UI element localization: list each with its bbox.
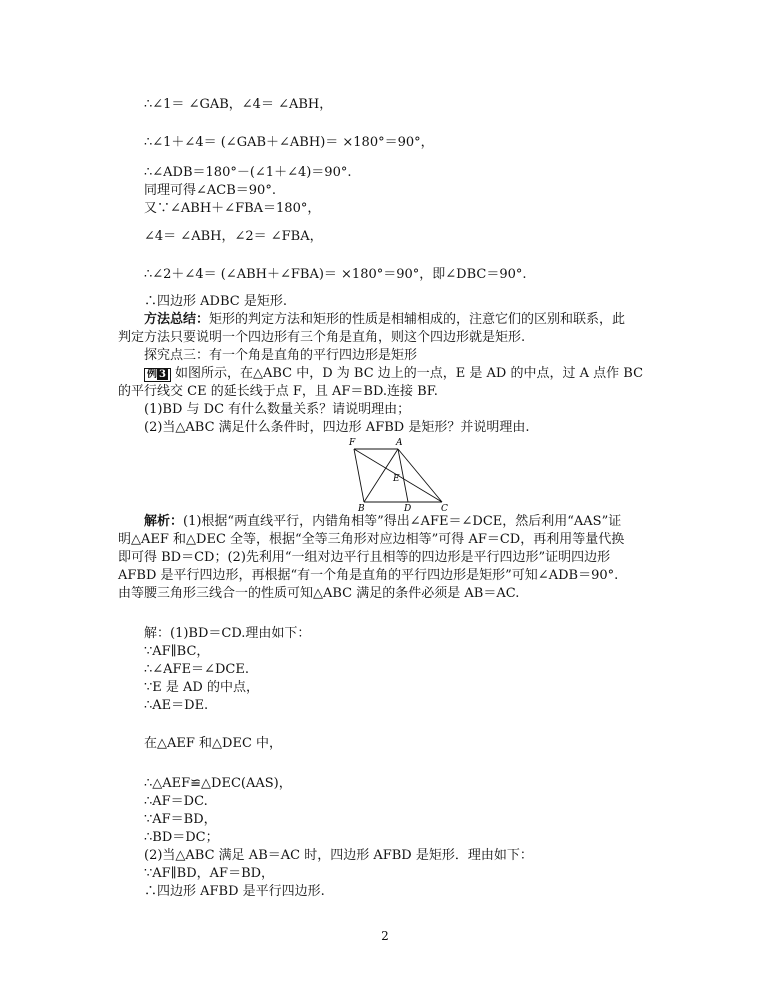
analysis-label: 解析： bbox=[144, 514, 184, 529]
method-summary-text-1: 矩形的判定方法和矩形的性质是相辅相成的，注意它们的区别和联系，此 bbox=[209, 312, 626, 327]
proof-line-7: ∴∠2＋∠4＝ (∠ABH＋∠FBA)＝ ×180°＝90°，即∠DBC＝90°. bbox=[144, 267, 527, 282]
method-summary-line-2: 判定方法只要说明一个四边形有三个角是直角，则这个四边形就是矩形. bbox=[118, 330, 526, 345]
method-summary-line-1 bbox=[144, 311, 625, 329]
example-line-1 bbox=[144, 365, 643, 383]
segment-FB bbox=[354, 449, 364, 502]
proof-line-3: ∴∠ADB＝180°－(∠1＋∠4)＝90°. bbox=[144, 165, 352, 180]
explore-title: 探究点三：有一个角是直角的平行四边形是矩形 bbox=[144, 348, 418, 363]
solution-line-3: ∴∠AFE＝∠DCE. bbox=[144, 662, 249, 677]
analysis-text-1: (1)根据“两直线平行，内错角相等”得出∠AFE＝∠DCE，然后利用“AAS”证 bbox=[183, 514, 622, 529]
example-question-2: (2)当△ABC 满足什么条件时，四边形 AFBD 是矩形？并说明理由. bbox=[144, 420, 530, 435]
label-F: F bbox=[349, 438, 356, 448]
proof-conclusion: ∴四边形 ADBC 是矩形. bbox=[144, 294, 287, 309]
solution-line-13: ∴四边形 AFBD 是平行四边形. bbox=[144, 884, 325, 899]
solution-line-1: 解：(1)BD＝CD.理由如下： bbox=[144, 626, 311, 641]
analysis-line-5: 由等腰三角形三线合一的性质可知△ABC 满足的条件必须是 AB＝AC. bbox=[118, 586, 520, 601]
analysis-line-2: 明△AEF 和△DEC 全等，根据“全等三角形对应边相等”可得 AF＝CD，再利用等量代换 bbox=[118, 532, 625, 547]
example-question-1: (1)BD 与 DC 有什么数量关系？请说明理由； bbox=[144, 402, 411, 417]
example-text-1: 如图所示，在△ABC 中，D 为 BC 边上的一点，E 是 AD 的中点，过 A 点作 BC bbox=[174, 366, 644, 381]
page-number: 2 bbox=[381, 929, 389, 943]
label-A: A bbox=[396, 438, 403, 448]
solution-line-6: 在△AEF 和△DEC 中， bbox=[144, 736, 283, 751]
proof-line-5: 又∵∠ABH＋∠FBA＝180°， bbox=[144, 201, 321, 216]
solution-line-10: ∴BD＝DC； bbox=[144, 830, 219, 845]
geometry-figure bbox=[340, 436, 460, 514]
example-line-2: 的平行线交 CE 的延长线于点 F，且 AF＝BD.连接 BF. bbox=[118, 384, 438, 399]
proof-line-1: ∴∠1＝ ∠GAB，∠4＝ ∠ABH， bbox=[144, 97, 333, 112]
label-C: C bbox=[441, 504, 448, 514]
solution-line-2: ∵AF∥BC， bbox=[144, 644, 210, 659]
label-E: E bbox=[393, 474, 400, 484]
proof-line-2: ∴∠1＋∠4＝ (∠GAB＋∠ABH)＝ ×180°＝90°， bbox=[144, 135, 434, 150]
proof-line-4: 同理可得∠ACB＝90°. bbox=[144, 183, 276, 198]
solution-line-12: ∵AF∥BD，AF＝BD， bbox=[144, 866, 275, 881]
analysis-line-4: AFBD 是平行四边形，再根据“有一个角是直角的平行四边形是矩形”可知∠ADB＝90°. bbox=[118, 568, 619, 583]
solution-line-7: ∴△AEF≌△DEC(AAS)， bbox=[144, 776, 292, 791]
solution-line-8: ∴AF＝DC. bbox=[144, 794, 208, 809]
solution-line-11: (2)当△ABC 满足 AB＝AC 时，四边形 AFBD 是矩形．理由如下： bbox=[144, 848, 533, 863]
label-D: D bbox=[404, 504, 412, 514]
label-B: B bbox=[358, 504, 365, 514]
analysis-line-3: 即可得 BD＝CD；(2)先利用“一组对边平行且相等的四边形是平行四边形”证明四边形 bbox=[118, 550, 611, 565]
proof-line-6: ∠4＝ ∠ABH，∠2＝ ∠FBA， bbox=[144, 229, 323, 244]
method-summary-label: 方法总结： bbox=[144, 312, 210, 327]
solution-line-9: ∵AF＝BD， bbox=[144, 812, 217, 827]
example-badge-number: 3 bbox=[159, 369, 166, 380]
example-badge bbox=[144, 368, 171, 382]
analysis-line-1 bbox=[144, 513, 621, 531]
solution-line-4: ∵E 是 AD 的中点， bbox=[144, 680, 259, 695]
solution-line-5: ∴AE＝DE. bbox=[144, 698, 209, 713]
example-badge-prefix: 例 bbox=[147, 369, 157, 380]
segment-AC bbox=[398, 449, 442, 502]
